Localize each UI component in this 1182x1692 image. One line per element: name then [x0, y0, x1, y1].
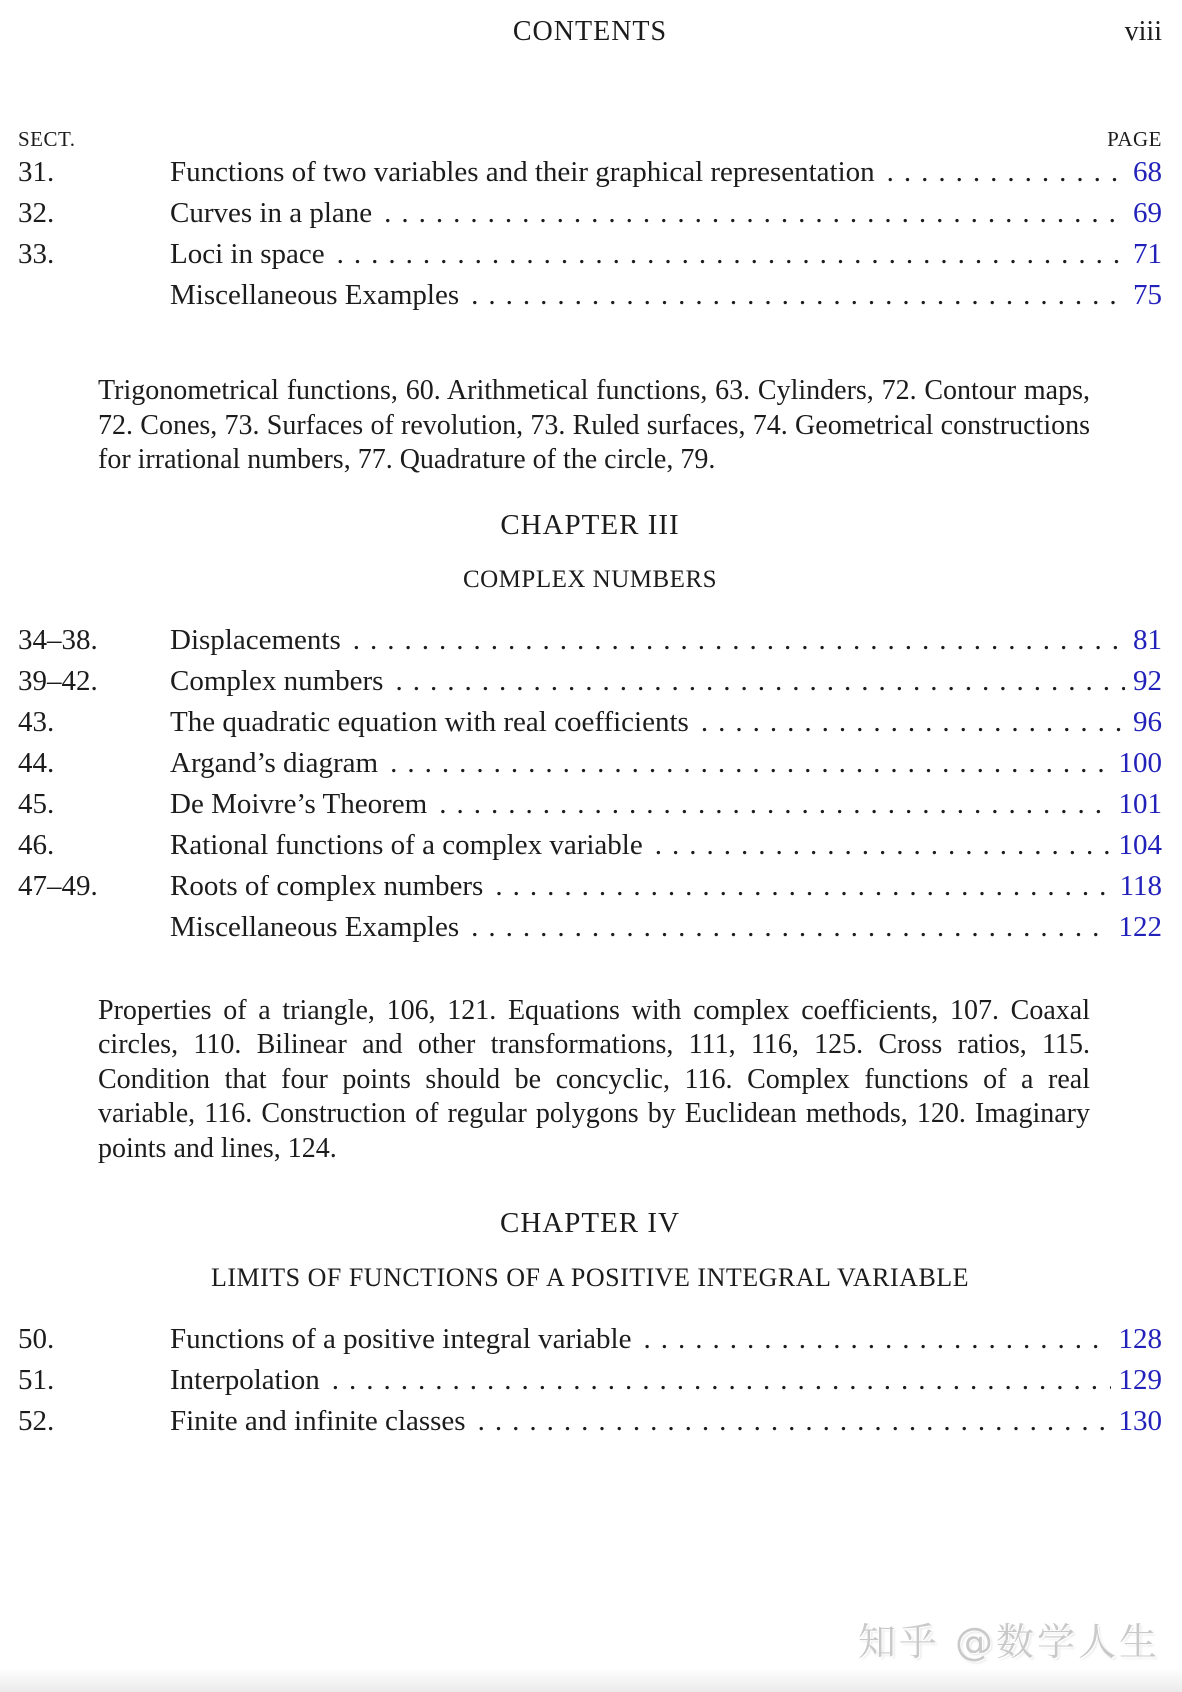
toc-entry [18, 152, 1162, 193]
section-chapter-iv [18, 1319, 1162, 1442]
toc-entry [18, 234, 1162, 275]
dot-leader [390, 743, 1110, 784]
toc-entry-title: Miscellaneous Examples [170, 279, 460, 311]
toc-entry-page-link[interactable]: 92 [1133, 664, 1162, 697]
dot-leader [337, 234, 1125, 275]
toc-entry-title: Argand’s diagram [170, 746, 379, 779]
toc-entry-page-link[interactable]: 69 [1133, 197, 1162, 229]
chapter-iii-heading: CHAPTER III [500, 508, 680, 541]
toc-entry-title: Loci in space [170, 238, 325, 270]
toc-entry-sect: 52. [18, 1405, 55, 1437]
toc-entry [18, 907, 1162, 948]
toc-entry-title: De Moivre’s Theorem [170, 787, 428, 820]
toc-entry [18, 1401, 1162, 1442]
dot-leader [395, 661, 1125, 702]
toc-entry-sect: 39–42. [18, 664, 98, 697]
toc-entry-title: The quadratic equation with real coefficients [170, 705, 689, 738]
dot-leader [439, 784, 1110, 825]
toc-entry-page-link[interactable]: 104 [1118, 828, 1162, 861]
toc-entry-page-link[interactable]: 71 [1133, 238, 1162, 270]
toc-entry-sect: 32. [18, 197, 55, 229]
col-header-page: PAGE [1107, 127, 1162, 151]
toc-entry [18, 661, 1162, 702]
toc-entry [18, 1319, 1162, 1360]
toc-entry [18, 866, 1162, 907]
toc-entry-title: Functions of two variables and their graphical representation [170, 156, 875, 188]
zhihu-watermark: 知乎 @数学人生 [857, 1620, 1160, 1664]
toc-entry-page-link[interactable]: 96 [1133, 705, 1162, 738]
toc-entry [18, 1360, 1162, 1401]
toc-entry-page-link[interactable]: 101 [1118, 787, 1162, 820]
column-headers [18, 126, 1162, 152]
dot-leader [332, 1360, 1111, 1401]
toc-entry-page-link[interactable]: 68 [1133, 156, 1162, 188]
toc-entry [18, 825, 1162, 866]
toc-entry-title: Functions of a positive integral variable [170, 1323, 632, 1355]
dot-leader [643, 1319, 1110, 1360]
dot-leader [655, 825, 1111, 866]
toc-entry-title: Curves in a plane [170, 197, 373, 229]
toc-entry-page-link[interactable]: 100 [1118, 746, 1162, 779]
folio-page-number: viii [1124, 16, 1162, 47]
dot-leader [353, 620, 1125, 661]
toc-entry-page-link[interactable]: 81 [1133, 623, 1162, 656]
toc-entry-title: Roots of complex numbers [170, 869, 484, 902]
chapter-iii-notes: Properties of a triangle, 106, 121. Equations with complex coefficients, 107. Coaxal circles, 110. Bilinear and other transformations, 111, 116, 125. Cross ratios, 115. Condition that four points should be concyclic, 116. Complex functions of a real variable, 116. Construction of regular polygons by Euclidean methods, 120. Imaginary points and lines, 124. [98, 994, 1090, 1164]
dot-leader [887, 152, 1125, 193]
toc-entry-sect: 51. [18, 1364, 55, 1396]
dot-leader [495, 866, 1111, 907]
toc-entry-sect: 47–49. [18, 869, 98, 902]
chapter-iii-subtitle: COMPLEX NUMBERS [462, 565, 718, 593]
dot-leader [384, 193, 1125, 234]
toc-entry-sect: 34–38. [18, 623, 98, 656]
toc-entry-sect: 33. [18, 238, 55, 270]
toc-entry-page-link[interactable]: 75 [1133, 279, 1162, 311]
chapter-ii-notes: Trigonometrical functions, 60. Arithmetical functions, 63. Cylinders, 72. Contour maps, 72. Cones, 73. Surfaces of revolution, 73. Ruled surfaces, 74. Geometrical constructions for irrational numbers, 77. Quadrature of the circle, 79. [98, 375, 1090, 475]
page-title: CONTENTS [512, 16, 668, 47]
toc-entry [18, 743, 1162, 784]
dot-leader [478, 1401, 1111, 1442]
dot-leader [701, 702, 1125, 743]
toc-entry-sect: 46. [18, 828, 55, 861]
toc-entry-page-link[interactable]: 130 [1118, 1405, 1162, 1437]
toc-entry-page-link[interactable]: 118 [1119, 869, 1162, 902]
toc-entry-title: Finite and infinite classes [170, 1405, 466, 1437]
toc-entry-title: Displacements [170, 623, 341, 656]
toc-entry [18, 620, 1162, 661]
dot-leader [471, 275, 1125, 316]
section-chapter-iii [18, 620, 1162, 948]
section-chapter-ii [18, 152, 1162, 316]
contents-page [18, 0, 1162, 1442]
col-header-sect: SECT. [18, 127, 76, 151]
toc-entry [18, 702, 1162, 743]
chapter-iv-subtitle: LIMITS OF FUNCTIONS OF A POSITIVE INTEGRAL VARIABLE [210, 1263, 970, 1292]
bottom-edge-fade [0, 1668, 1182, 1692]
toc-entry-page-link[interactable]: 122 [1118, 910, 1162, 943]
toc-entry-page-link[interactable]: 128 [1118, 1323, 1162, 1355]
toc-entry [18, 784, 1162, 825]
toc-entry [18, 193, 1162, 234]
toc-entry-sect: 43. [18, 705, 55, 738]
toc-entry-title: Complex numbers [170, 664, 384, 697]
toc-entry-title: Miscellaneous Examples [170, 910, 460, 943]
toc-entry [18, 275, 1162, 316]
toc-entry-sect: 44. [18, 746, 55, 779]
toc-entry-title: Interpolation [170, 1364, 320, 1396]
toc-entry-page-link[interactable]: 129 [1118, 1364, 1162, 1396]
running-head [18, 0, 1162, 52]
chapter-iv-heading: CHAPTER IV [500, 1207, 680, 1239]
dot-leader [471, 907, 1110, 948]
toc-entry-sect: 45. [18, 787, 55, 820]
toc-entry-title: Rational functions of a complex variable [170, 828, 643, 861]
toc-entry-sect: 50. [18, 1323, 55, 1355]
toc-entry-sect: 31. [18, 156, 55, 188]
